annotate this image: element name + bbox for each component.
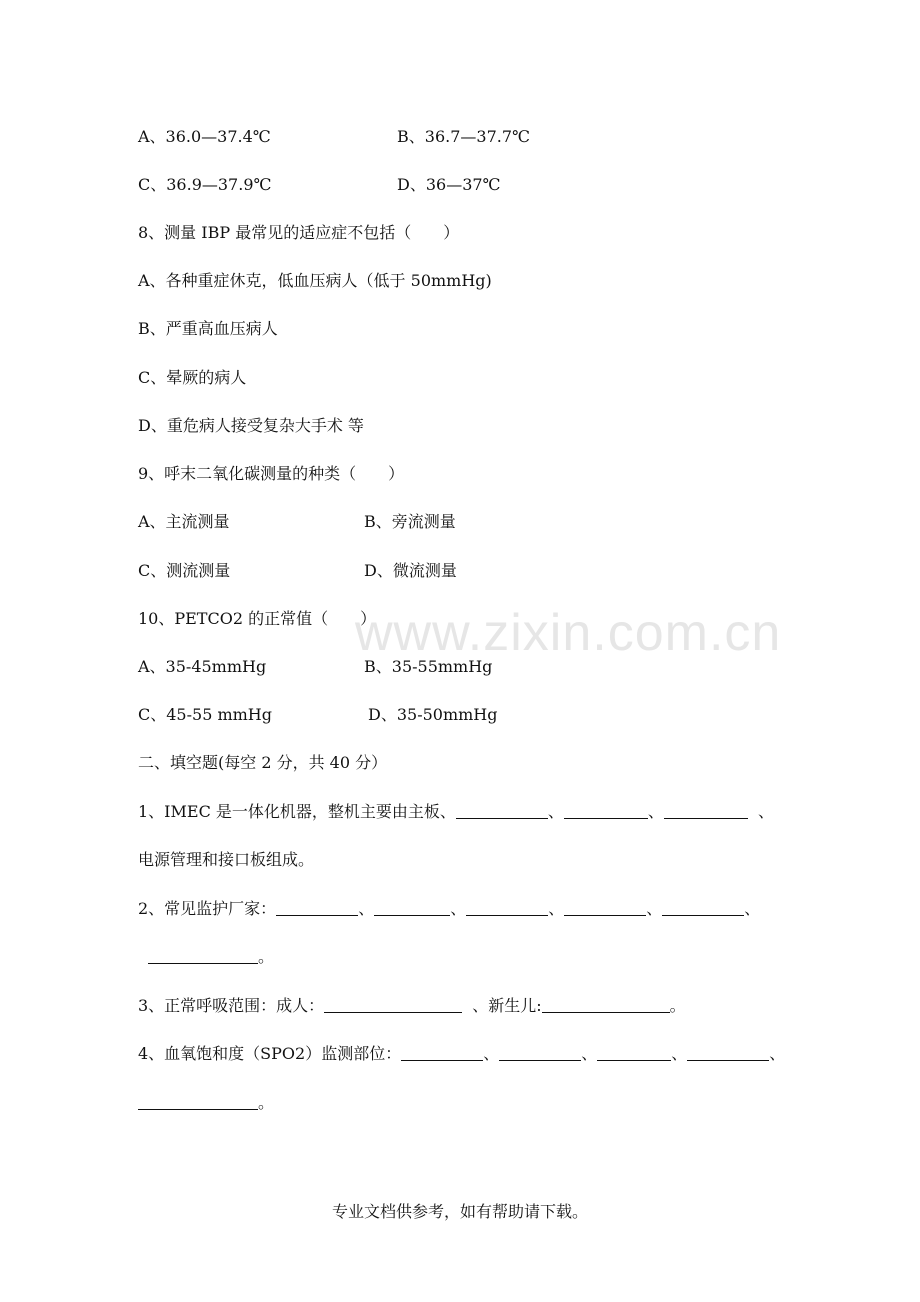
fill-3-prefix: 3、正常呼吸范围：成人： [138,996,325,1015]
q7-option-b: B、36.7—37.7℃ [397,127,530,146]
q8-option-b: B、严重高血压病人 [138,319,278,338]
q10-option-b: B、35-55mmHg [364,657,493,676]
q9-question: 9、呼末二氧化碳测量的种类（ ） [138,464,405,483]
fill-blank[interactable] [148,947,258,964]
q10-option-d: D、35-50mmHg [368,705,498,724]
fill-4-continuation [138,1092,274,1114]
fill-question-3 [138,995,686,1017]
fill-blank[interactable] [466,899,548,916]
fill-blank[interactable] [542,996,670,1013]
watermark: www.zixin.com.cn [355,604,782,662]
q8-option-d: D、重危病人接受复杂大手术 等 [138,416,364,435]
fill-separator: 、 [450,899,467,918]
fill-1-continuation: 电源管理和接口板组成。 [138,850,315,869]
fill-blank[interactable] [564,802,648,819]
fill-blank[interactable] [324,996,462,1013]
fill-4-prefix: 4、血氧饱和度（SPO2）监测部位： [138,1044,402,1063]
fill-question-4 [138,1043,785,1065]
q10-option-a: A、35-45mmHg [138,657,267,676]
fill-3-mid: 、新生儿: [472,996,542,1015]
fill-1-prefix: 1、IMEC 是一体化机器，整机主要由主板、 [138,802,456,821]
fill-2-continuation [148,946,274,968]
fill-question-2 [138,898,760,920]
fill-blank[interactable] [276,899,358,916]
fill-blank[interactable] [374,899,450,916]
fill-separator: 、 [548,899,565,918]
q9-option-a: A、主流测量 [138,512,230,531]
fill-blank[interactable] [401,1044,483,1061]
fill-separator: 、 [358,899,375,918]
q9-option-d: D、微流测量 [364,561,457,580]
fill-end: 。 [258,947,275,966]
fill-separator: 、 [769,1044,786,1063]
q7-option-c: C、36.9—37.9℃ [138,175,272,194]
fill-blank[interactable] [687,1044,769,1061]
q9-option-c: C、测流测量 [138,561,231,580]
fill-separator: 、 [646,899,663,918]
fill-separator: 、 [581,1044,598,1063]
q7-option-a: A、36.0—37.4℃ [138,127,271,146]
fill-separator: 、 [757,802,774,821]
fill-2-prefix: 2、常见监护厂家： [138,899,277,918]
fill-question-1 [138,801,774,823]
fill-end: 。 [258,1093,275,1112]
fill-separator: 、 [671,1044,688,1063]
fill-blank[interactable] [138,1093,258,1110]
q7-option-d: D、36—37℃ [397,175,501,194]
q8-option-a: A、各种重症休克，低血压病人（低于 50mmHg) [138,271,492,290]
fill-separator: 、 [647,802,664,821]
fill-end: 。 [669,996,686,1015]
fill-blank[interactable] [664,802,748,819]
page-footer: 专业文档供参考，如有帮助请下载。 [331,1202,588,1221]
fill-blank[interactable] [662,899,744,916]
fill-separator: 、 [547,802,564,821]
fill-blank[interactable] [597,1044,671,1061]
fill-blank[interactable] [456,802,548,819]
fill-blank[interactable] [564,899,646,916]
q9-option-b: B、旁流测量 [364,512,456,531]
q10-question: 10、PETCO2 的正常值（ ） [138,609,377,628]
q8-option-c: C、晕厥的病人 [138,368,247,387]
section-title: 二、填空题(每空 2 分，共 40 分） [138,753,388,772]
q10-option-c: C、45-55 mmHg [138,705,272,724]
fill-separator: 、 [744,899,761,918]
q8-question: 8、测量 IBP 最常见的适应症不包括（ ） [138,223,460,242]
fill-blank[interactable] [499,1044,581,1061]
fill-separator: 、 [483,1044,500,1063]
